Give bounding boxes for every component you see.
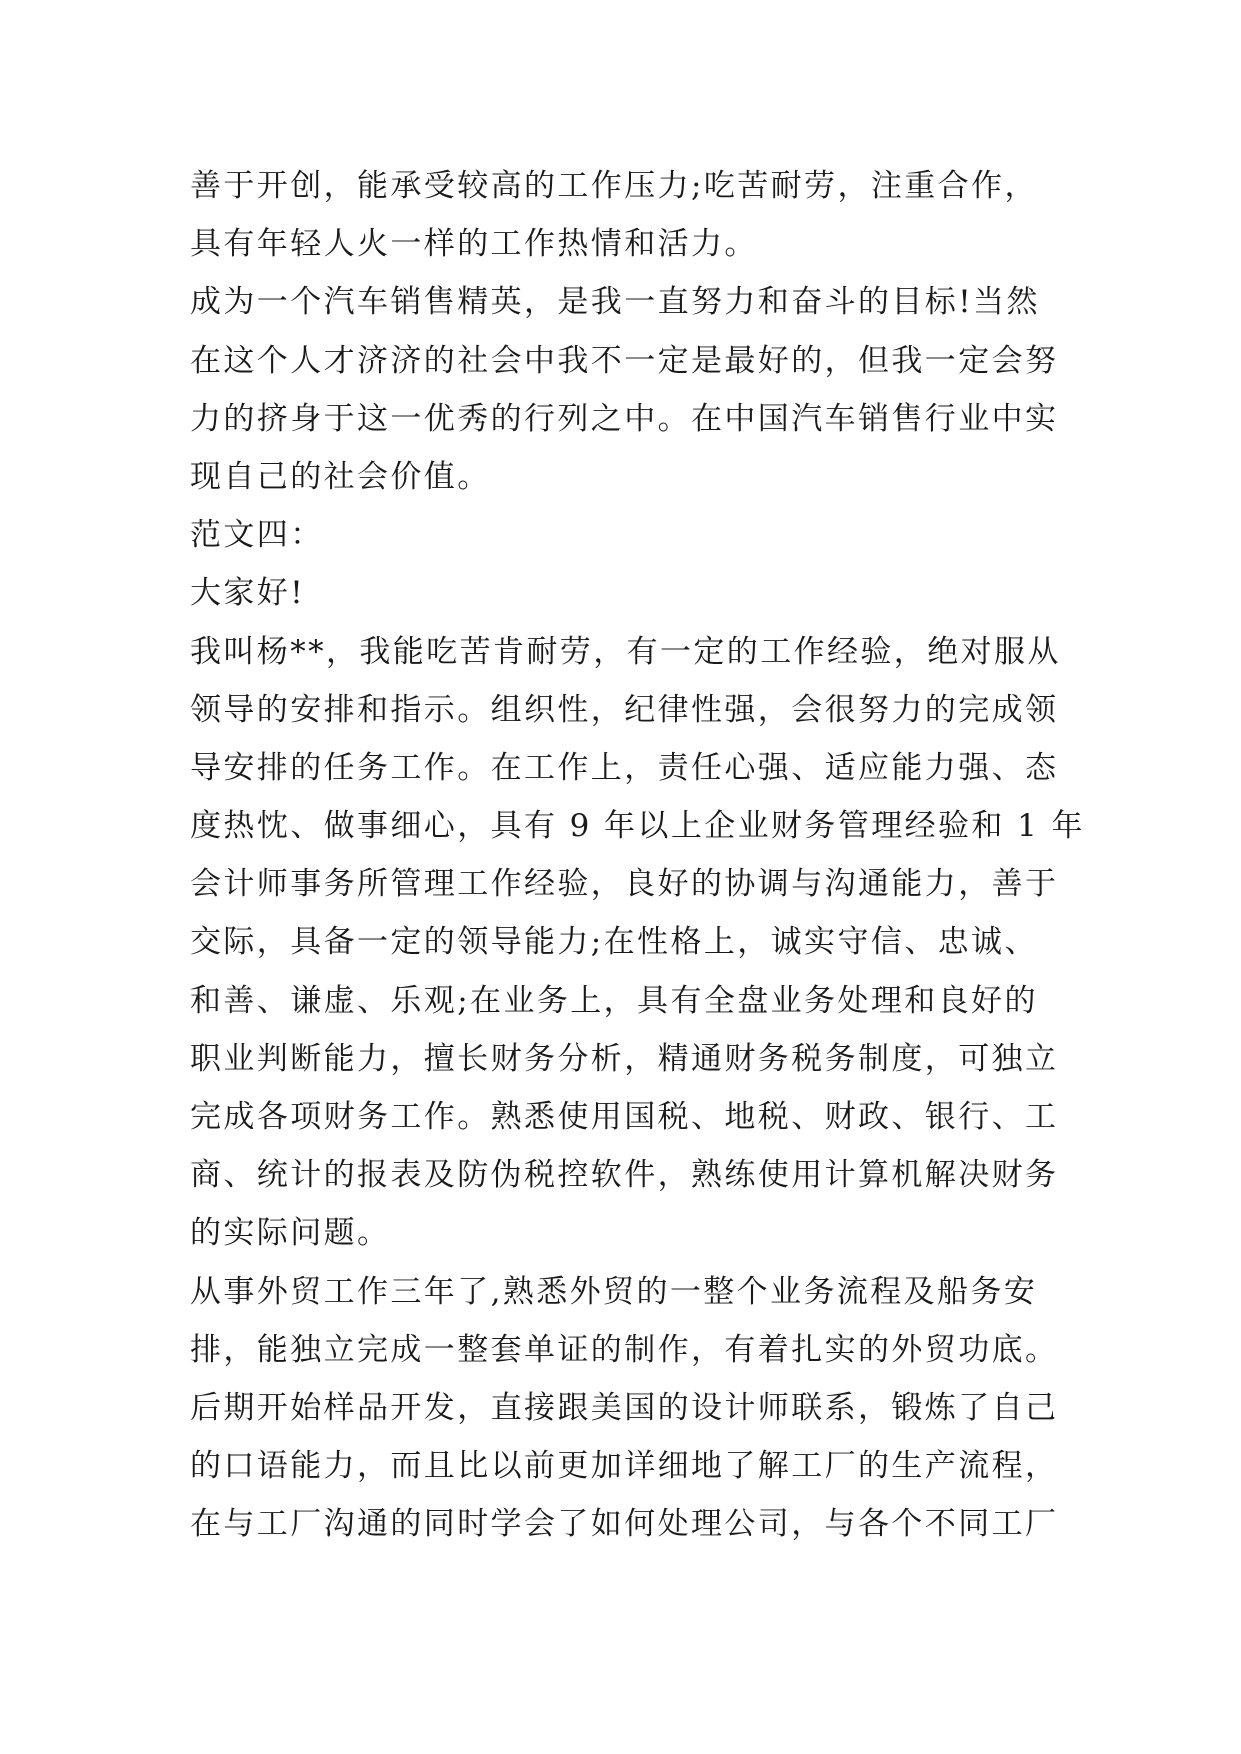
document-body — [190, 157, 1085, 1554]
text-line: 职业判断能力，擅长财务分析，精通财务税务制度，可独立 — [190, 1040, 1059, 1077]
text-line: 在与工厂沟通的同时学会了如何处理公司，与各个不同工厂 — [190, 1506, 1059, 1543]
text-line: 的口语能力，而且比以前更加详细地了解工厂的生产流程， — [190, 1448, 1059, 1485]
text-line: 在这个人才济济的社会中我不一定是最好的，但我一定会努 — [190, 342, 1059, 379]
text-line: 交际，具备一定的领导能力;在性格上，诚实守信、忠诚、 — [190, 924, 1038, 961]
text-line: 领导的安排和指示。组织性，纪律性强，会很努力的完成领 — [190, 691, 1059, 728]
text-line: 排，能独立完成一整套单证的制作，有着扎实的外贸功底。 — [190, 1331, 1059, 1368]
text-line: 后期开始样品开发，直接跟美国的设计师联系，锻炼了自己 — [190, 1389, 1059, 1426]
text-line: 商、统计的报表及防伪税控软件，熟练使用计算机解决财务 — [190, 1157, 1059, 1194]
text-line: 力的挤身于这一优秀的行列之中。在中国汽车销售行业中实 — [190, 400, 1059, 437]
text-line: 成为一个汽车销售精英，是我一直努力和奋斗的目标!当然 — [190, 284, 1040, 321]
greeting-line: 大家好! — [190, 575, 306, 612]
text-line: 善于开创，能承受较高的工作压力;吃苦耐劳，注重合作， — [190, 168, 1038, 204]
text-line: 具有年轻人火一样的工作热情和活力。 — [190, 226, 758, 263]
text-line: 导安排的任务工作。在工作上，责任心强、适应能力强、态 — [190, 749, 1059, 786]
section-heading: 范文四： — [190, 517, 324, 554]
text-line: 我叫杨**，我能吃苦肯耐劳，有一定的工作经验，绝对服从 — [190, 633, 1061, 670]
text-line: 的实际问题。 — [190, 1215, 391, 1252]
text-line: 完成各项财务工作。熟悉使用国税、地税、财政、银行、工 — [190, 1099, 1059, 1135]
text-line: 从事外贸工作三年了,熟悉外贸的一整个业务流程及船务安 — [190, 1273, 1038, 1310]
text-line: 现自己的社会价值。 — [190, 458, 491, 495]
text-line: 度热忱、做事细心，具有 9 年以上企业财务管理经验和 1 年 — [190, 808, 1085, 845]
text-line: 会计师事务所管理工作经验，良好的协调与沟通能力，善于 — [190, 866, 1059, 903]
text-line: 和善、谦虚、乐观;在业务上，具有全盘业务处理和良好的 — [190, 982, 1038, 1019]
